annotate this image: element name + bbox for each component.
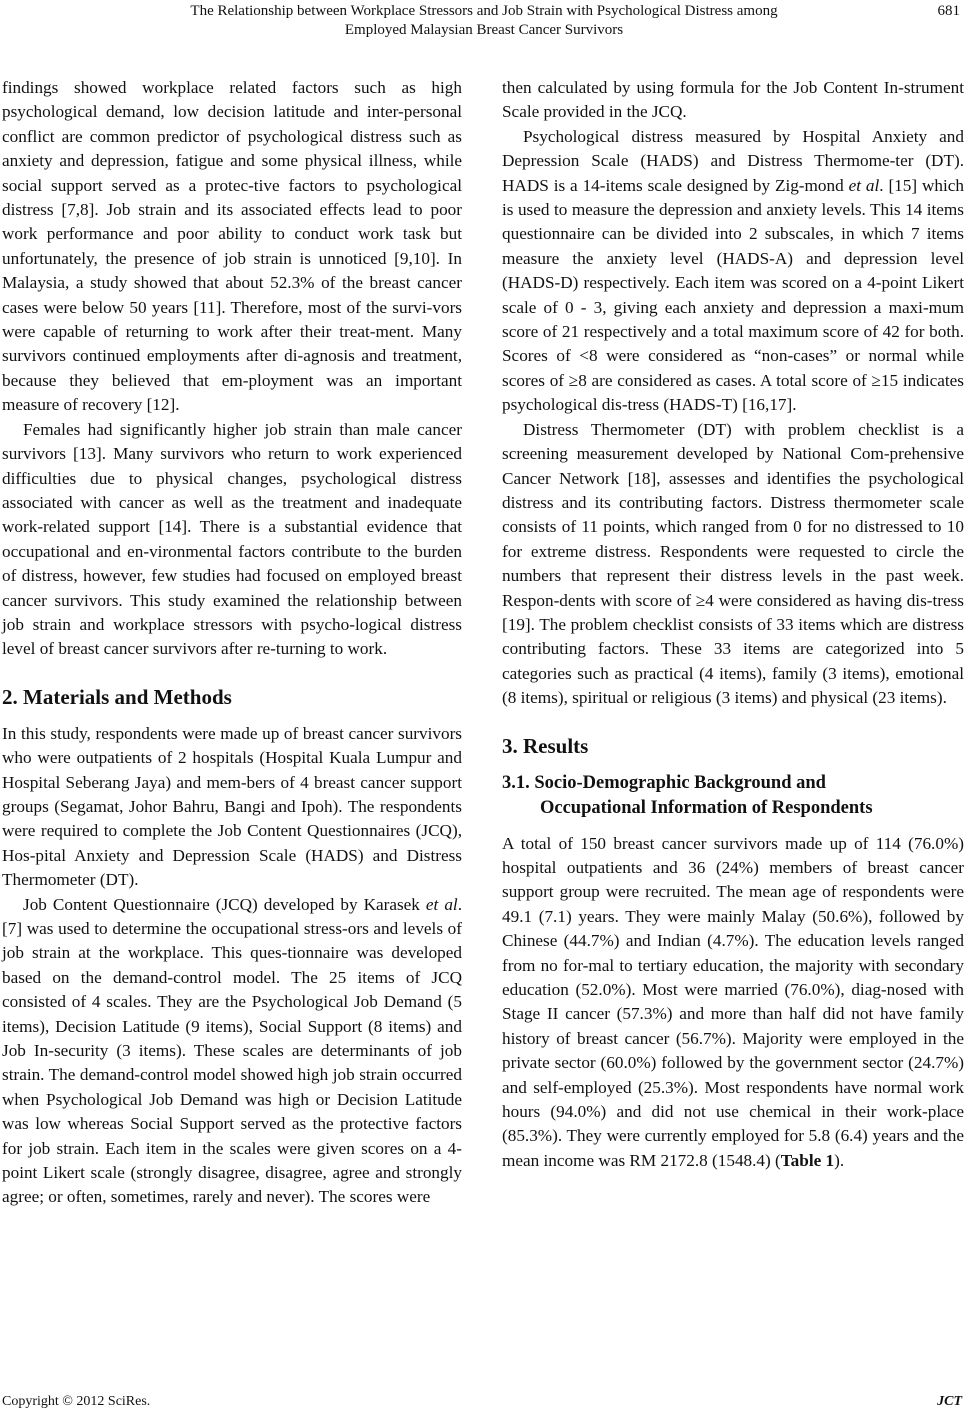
journal-abbreviation: JCT [937,1394,962,1409]
subsection-heading-sociodemographic [502,771,964,821]
subsection-heading-line-1: 3.1. Socio-Demographic Background and [502,772,826,793]
section-heading-materials-methods: 2. Materials and Methods [2,684,232,709]
running-title [140,2,828,40]
paragraph-jcq-continued: then calculated by using formula for the Job Content In-strument Scale provided in the JCQ. [502,78,964,122]
subsection-heading-line-2: Occupational Information of Respondents [540,797,873,818]
page-footer [0,1394,968,1416]
paragraph-respondents: In this study, respondents were made up of breast cancer survivors who were outpatients of 2 hospitals (Hospital Kuala Lumpur and Hospital Seberang Jaya) and mem-bers of 4 breast cancer support groups (Segamat, Johor Bahru, Bangi and Ipoh). The respondents were required to complete the Job Content Questionnaires (JCQ), Hos-pital Anxiety and Depression Scale (HADS) and Distress Thermometer (DT). [2,723,462,890]
hads-et-al: et al [848,175,880,195]
hads-text-post: . [15] which is used to measure the depression and anxiety levels. This 14 items questionnaire can be divided into 2 subscales, in which 7 items measure the anxiety level (HADS-A) and depression level (HADS-D) respectively. Each item was scored on a 4-point Likert scale of 0 - 3, giving each anxiety and depression a maxi-mum score of 21 respectively and a total maximum score of 42 for both. Scores of <8 were considered as “non-cases” or normal while scores of ≥8 are considered as cases. A total score of ≥15 indicates psychological dis-tress (HADS-T) [16,17]. [502,175,964,415]
hads-text-pre: Psychological distress measured by Hospital Anxiety and Depression Scale (HADS) and Distress Thermome-ter (DT). HADS is a 14-items scale designed by Zig-mond [502,126,964,195]
paragraph-job-strain-survivors: Females had significantly higher job strain than male cancer survivors [13]. Many survivors who return to work experienced difficulties due to physical changes, psychological distress associated with cancer as well as the treatment and inadequate work-related support [14]. There is a substantial evidence that occupational and en-vironmental factors contribute to the burden of distress, however, few studies had focused on employed breast cancer survivors. This study examined the relationship between job strain and workplace stressors with psycho-logical distress level of breast cancer survivors after re-turning to work. [2,419,462,659]
copyright-notice: Copyright © 2012 SciRes. [2,1394,151,1409]
jcq-text-post: . [7] was used to determine the occupational stress-ors and levels of job strain at the workplace. This ques-tionnaire was developed based on the demand-control model. The 25 items of JCQ consisted of 4 scales. They are the Psychological Job Demand (5 items), Decision Latitude (9 items), Social Support (8 items) and Job In-security (3 items). These scales are determinants of job strain. The demand-control model showed high job strain occurred when Psychological Job Demand was high or Decision Latitude was low whereas Social Support served as the protective factors for job strain. Each item in the scales were given scores on a 4-point Likert scale (strongly disagree, disagree, agree and strongly agree; or often, sometimes, rarely and never). The scores were [2,894,462,1207]
page-number: 681 [937,3,960,19]
paragraph-results-summary [502,832,964,1174]
paragraph-intro-continued: findings showed workplace related factors such as high psychological demand, low decision latitude and inter-personal conflict are common predictor of psychological distress such as anxiety and depression, fatigue and some physical illness, while social support served as a protec-tive factors to psychological distress [7,8]. Job strain and its associated effects lead to poor work performance and poor ability to conduct work task but unfortunately, the presence of job strain is unnoticed [9,10]. In Malaysia, a study showed that about 52.3% of the breast cancer cases were below 50 years [11]. Therefore, most of the survi-vors were capable of returning to work after their treat-ment. Many survivors continued employments after di-agnosis and treatment, because they believed that em-ployment was an important measure of recovery [12]. [2,78,462,415]
jcq-et-al: et al [425,894,458,914]
running-header [0,0,968,48]
paragraph-jcq [2,893,462,1210]
results-text-pre: A total of 150 breast cancer survivors made up of 114 (76.0%) hospital outpatients and 36 (24%) members of breast cancer support group were recruited. The mean age of respondents were 49.1 (7.1) years. They were mainly Malay (50.6%), followed by Chinese (44.7%) and Indian (4.7%). The education levels ranged from no for-mal to tertiary education, the majority with secondary education (52.0%). Most were married (76.0%), diag-nosed with Stage II cancer (57.3%) and more than half did not have family history of breast cancer (56.7%). Majority were employed in the private sector (60.0%) followed by the government sector (24.7%) and self-employed (25.3%). Most respondents have normal work hours (94.0%) and did not use chemical in their work-place (85.3%). They were currently employed for 5.8 (6.4) years and the mean income was RM 2172.8 (1548.4) ( [502,833,964,1170]
left-column [2,76,462,1210]
right-column [502,76,964,1173]
section-heading-results: 3. Results [502,733,589,758]
paragraph-hads [502,125,964,418]
running-title-line-1: The Relationship between Workplace Stressors and Job Strain with Psychological Distress among [190,3,778,19]
jcq-text-pre: Job Content Questionnaire (JCQ) developed by Karasek [23,894,426,914]
paragraph-distress-thermometer: Distress Thermometer (DT) with problem checklist is a screening measurement developed by National Com-prehensive Cancer Network [18], assesses and identifies the psychological distress and its contributing factors. Distress thermometer scale consists of 11 points, which ranged from 0 for no distressed to 10 for extreme distress. Respondents were requested to circle the numbers that represent their distress levels in the past week. Respon-dents with score of ≥4 were considered as having dis-tress [19]. The problem checklist consists of 33 items which are distress contributing factors. These 33 items are categorized into 5 categories such as practical (4 items), family (3 items), emotional (8 items), spiritual or religious (3 items) and physical (23 items). [502,419,964,708]
running-title-line-2: Employed Malaysian Breast Cancer Survivors [344,22,624,38]
results-text-post: ). [834,1150,845,1170]
table-1-reference[interactable]: Table 1 [780,1150,835,1170]
